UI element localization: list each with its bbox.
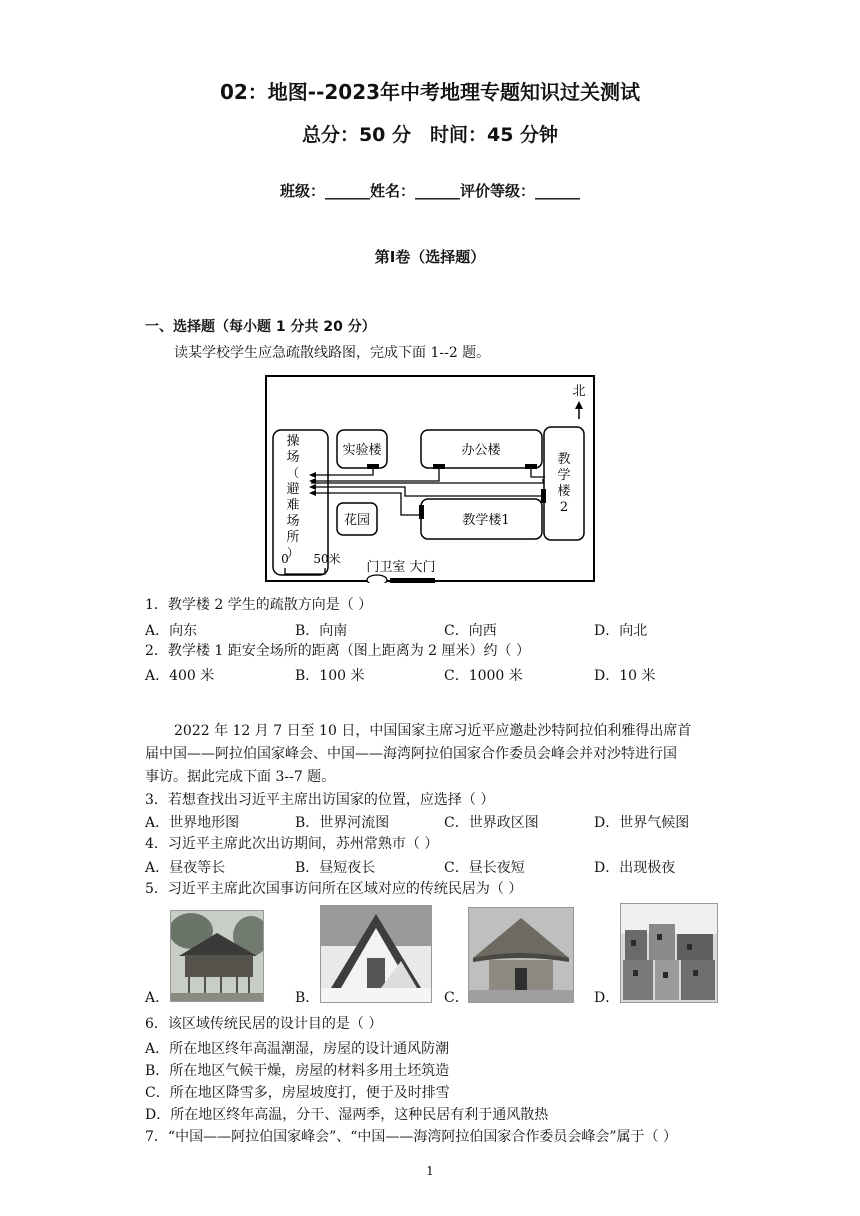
q4-option-d[interactable]: D．出现极夜 — [594, 860, 676, 876]
q1-option-a[interactable]: A．向东 — [145, 623, 198, 639]
q1-option-b[interactable]: B．向南 — [295, 623, 348, 639]
q5-option-a[interactable]: A． — [145, 990, 170, 1006]
guard-room — [367, 575, 387, 583]
question-4-stem: 4．习近平主席此次出访期间，苏州常熟市（ ） — [145, 836, 439, 852]
q3-option-b[interactable]: B．世界河流图 — [295, 815, 390, 831]
earthen-houses-image[interactable] — [620, 903, 718, 1003]
snow-a-frame-house-image[interactable] — [320, 905, 432, 1003]
q5-option-c[interactable]: C． — [444, 990, 469, 1006]
building2-label-0: 教 — [557, 452, 571, 467]
playground-label-1: 场 — [286, 450, 300, 465]
lab-label: 实验楼 — [342, 443, 382, 458]
scale-fifty: 50米 — [313, 552, 341, 566]
q1-option-d[interactable]: D．向北 — [594, 623, 648, 639]
paper-title: 02：地图--2023年中考地理专题知识过关测试 — [219, 80, 641, 104]
office-label: 办公楼 — [461, 443, 501, 458]
q4-option-b[interactable]: B．昼短夜长 — [295, 860, 376, 876]
q5-option-b[interactable]: B． — [295, 990, 320, 1006]
passage-line-1: 2022 年 12 月 7 日至 10 日，中国国家主席习近平应邀赴沙特阿拉伯利雅得出席首 — [174, 723, 692, 739]
q5-option-d[interactable]: D． — [594, 990, 620, 1006]
student-info-line: 班级：______姓名：______评价等级：______ — [279, 182, 580, 200]
q4-option-a[interactable]: A．昼夜等长 — [145, 860, 226, 876]
volume-title: 第Ⅰ卷（选择题） — [374, 248, 486, 266]
scale-zero: 0 — [281, 552, 289, 566]
stilt-house-image[interactable] — [170, 910, 264, 1002]
q2-option-b[interactable]: B．100 米 — [295, 668, 365, 684]
section-heading: 一、选择题（每小题 1 分共 20 分） — [145, 319, 376, 335]
section-intro: 读某学校学生应急疏散线路图，完成下面 1--2 题。 — [174, 345, 491, 361]
question-7-stem: 7．“中国——阿拉伯国家峰会”、“中国——海湾阿拉伯国家合作委员会峰会”属于（ ） — [145, 1129, 677, 1145]
building2-label-1: 学 — [557, 468, 571, 483]
garden-label: 花园 — [343, 513, 371, 528]
passage-line-3: 事访。据此完成下面 3--7 题。 — [145, 769, 336, 785]
question-5-stem: 5．习近平主席此次国事访问所在区域对应的传统民居为（ ） — [145, 881, 523, 897]
question-1-stem: 1．教学楼 2 学生的疏散方向是（ ） — [145, 597, 373, 613]
playground-label-5: 场 — [286, 514, 300, 529]
playground-label-2: （ — [286, 466, 300, 480]
playground-label-3: 避 — [286, 482, 300, 497]
q1-option-c[interactable]: C．向西 — [444, 623, 497, 639]
playground-label-7: ） — [286, 546, 300, 560]
q2-option-c[interactable]: C．1000 米 — [444, 668, 523, 684]
gate-label: 门卫室 大门 — [366, 560, 436, 575]
building2-label-3: 2 — [559, 500, 569, 515]
main-gate — [390, 578, 435, 583]
playground-label-0: 操 — [286, 434, 300, 449]
question-6-stem: 6．该区域传统民居的设计目的是（ ） — [145, 1016, 383, 1032]
q2-option-a[interactable]: A．400 米 — [145, 668, 215, 684]
q6-option-d[interactable]: D．所在地区终年高温，分干、湿两季，这种民居有利于通风散热 — [145, 1107, 549, 1123]
q6-option-a[interactable]: A．所在地区终年高温潮湿，房屋的设计通风防潮 — [145, 1041, 450, 1057]
building2-label-2: 楼 — [557, 484, 571, 499]
q6-option-c[interactable]: C．所在地区降雪多，房屋坡度打，便于及时排雪 — [145, 1085, 450, 1101]
north-label: 北 — [572, 384, 586, 399]
playground-label-4: 难 — [286, 498, 300, 513]
q2-option-d[interactable]: D．10 米 — [594, 668, 656, 684]
building1-label: 教学楼1 — [462, 513, 510, 528]
q6-option-b[interactable]: B．所在地区气候干燥，房屋的材料多用土坯筑造 — [145, 1063, 450, 1079]
q3-option-c[interactable]: C．世界政区图 — [444, 815, 539, 831]
paper-subtitle: 总分：50 分 时间：45 分钟 — [301, 124, 559, 146]
q3-option-d[interactable]: D．世界气候图 — [594, 815, 690, 831]
evacuation-map — [265, 375, 595, 583]
question-3-stem: 3．若想查找出习近平主席出访国家的位置，应选择（ ） — [145, 792, 495, 808]
page-number: 1 — [426, 1164, 434, 1178]
passage-line-2: 届中国——阿拉伯国家峰会、中国——海湾阿拉伯国家合作委员会峰会并对沙特进行国 — [145, 746, 677, 762]
thatched-hut-image[interactable] — [468, 907, 574, 1003]
question-2-stem: 2．教学楼 1 距安全场所的距离（图上距离为 2 厘米）约（ ） — [145, 643, 530, 659]
q4-option-c[interactable]: C．昼长夜短 — [444, 860, 525, 876]
q3-option-a[interactable]: A．世界地形图 — [145, 815, 240, 831]
playground-label-6: 所 — [286, 530, 300, 545]
